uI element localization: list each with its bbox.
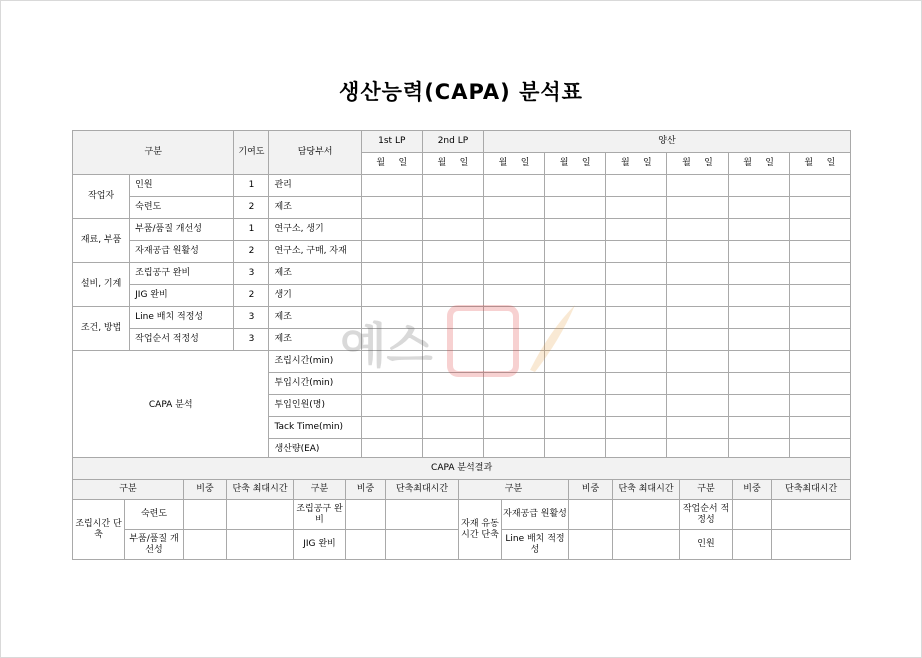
day-label: 일: [581, 158, 591, 168]
date-header-cell: [789, 153, 850, 175]
data-cell[interactable]: [606, 351, 667, 373]
result-flow-label: 자재 유동시간 단축: [459, 500, 502, 560]
data-cell[interactable]: [606, 241, 667, 263]
data-cell[interactable]: [545, 285, 606, 307]
data-cell[interactable]: [667, 307, 728, 329]
item-contribution: 2: [234, 285, 269, 307]
data-cell[interactable]: [789, 285, 850, 307]
data-cell[interactable]: [728, 197, 789, 219]
data-cell[interactable]: [422, 285, 483, 307]
data-cell[interactable]: [483, 197, 544, 219]
data-cell[interactable]: [483, 175, 544, 197]
item-dept: 제조: [269, 307, 361, 329]
result-value-cell[interactable]: [386, 530, 459, 560]
data-cell[interactable]: [483, 373, 544, 395]
data-cell[interactable]: [361, 241, 422, 263]
day-label: 일: [704, 158, 713, 168]
item-name: Line 배치 적정성: [130, 307, 234, 329]
data-cell[interactable]: [361, 395, 422, 417]
document-title: 생산능력(CAPA) 분석표: [339, 80, 583, 104]
group-label: 재료, 부품: [73, 219, 130, 263]
day-label: 일: [398, 158, 408, 168]
capa-row-label: 투입인원(명): [269, 395, 361, 417]
data-cell[interactable]: [606, 395, 667, 417]
row-equipment-2: [73, 285, 851, 307]
data-cell[interactable]: [483, 351, 544, 373]
data-cell[interactable]: [483, 263, 544, 285]
result-header-ratio: 비중: [346, 480, 386, 500]
data-cell[interactable]: [728, 373, 789, 395]
data-cell[interactable]: [545, 241, 606, 263]
group-label: 작업자: [73, 175, 130, 219]
data-cell[interactable]: [728, 417, 789, 439]
data-cell[interactable]: [606, 263, 667, 285]
result-value-cell[interactable]: [613, 500, 680, 530]
month-label: 월: [743, 158, 752, 168]
data-cell[interactable]: [728, 307, 789, 329]
result-header-gubun: 구분: [294, 480, 346, 500]
capa-table: [72, 130, 851, 461]
item-contribution: 2: [234, 241, 269, 263]
day-label: 일: [643, 158, 652, 168]
date-header-cell: [667, 153, 728, 175]
result-header-gubun: 구분: [73, 480, 184, 500]
header-dept: 담당부서: [269, 131, 361, 175]
data-cell[interactable]: [361, 373, 422, 395]
date-header-cell: [483, 153, 544, 175]
result-header-gubun: 구분: [680, 480, 733, 500]
row-workers-2: [73, 197, 851, 219]
result-value-cell[interactable]: [733, 530, 772, 560]
row-materials-2: [73, 241, 851, 263]
capa-result-table: [72, 457, 851, 560]
data-cell[interactable]: [422, 307, 483, 329]
data-cell[interactable]: [728, 175, 789, 197]
month-label: 월: [682, 158, 691, 168]
item-dept: 생기: [269, 285, 361, 307]
data-cell[interactable]: [667, 395, 728, 417]
data-cell[interactable]: [667, 197, 728, 219]
data-cell[interactable]: [606, 175, 667, 197]
month-label: 월: [376, 158, 386, 168]
result-item: 숙련도: [125, 500, 184, 530]
data-cell[interactable]: [483, 307, 544, 329]
day-label: 일: [765, 158, 774, 168]
header-mass-production: 양산: [483, 131, 850, 153]
result-row-1: [73, 500, 851, 530]
result-assembly-label: 조립시간 단축: [73, 500, 125, 560]
day-label: 일: [826, 158, 836, 168]
row-workers-1: [73, 175, 851, 197]
item-name: 부품/품질 개선성: [130, 219, 234, 241]
result-item: 자재공급 원활성: [502, 500, 569, 530]
data-cell[interactable]: [422, 329, 483, 351]
data-cell[interactable]: [728, 351, 789, 373]
result-item: 부품/품질 개선성: [125, 530, 184, 560]
result-header-gubun: 구분: [459, 480, 569, 500]
result-header-max-time: 단축 최대시간: [613, 480, 680, 500]
data-cell[interactable]: [667, 175, 728, 197]
row-conditions-1: [73, 307, 851, 329]
item-name: 작업순서 적정성: [130, 329, 234, 351]
data-cell[interactable]: [667, 241, 728, 263]
capa-row-label: 투입시간(min): [269, 373, 361, 395]
data-cell[interactable]: [422, 263, 483, 285]
data-cell[interactable]: [667, 329, 728, 351]
item-dept: 제조: [269, 197, 361, 219]
item-contribution: 1: [234, 175, 269, 197]
data-cell[interactable]: [606, 285, 667, 307]
item-contribution: 3: [234, 329, 269, 351]
data-cell[interactable]: [483, 395, 544, 417]
result-value-cell[interactable]: [613, 530, 680, 560]
data-cell[interactable]: [483, 329, 544, 351]
month-label: 월: [559, 158, 569, 168]
result-value-cell[interactable]: [184, 530, 227, 560]
data-cell[interactable]: [606, 417, 667, 439]
data-cell[interactable]: [606, 329, 667, 351]
row-conditions-2: [73, 329, 851, 351]
data-cell[interactable]: [361, 285, 422, 307]
result-value-cell[interactable]: [569, 500, 613, 530]
row-capa-1: [73, 351, 851, 373]
result-item: 작업순서 적정성: [680, 500, 733, 530]
date-header-cell: [422, 153, 483, 175]
result-value-cell[interactable]: [227, 500, 294, 530]
data-cell[interactable]: [422, 373, 483, 395]
date-header-cell: [606, 153, 667, 175]
data-cell[interactable]: [789, 373, 850, 395]
item-name: 숙련도: [130, 197, 234, 219]
result-value-cell[interactable]: [386, 500, 459, 530]
result-item: 인원: [680, 530, 733, 560]
month-label: 월: [620, 158, 630, 168]
data-cell[interactable]: [361, 263, 422, 285]
data-cell[interactable]: [422, 395, 483, 417]
item-dept: 제조: [269, 329, 361, 351]
data-cell[interactable]: [483, 285, 544, 307]
data-cell[interactable]: [422, 241, 483, 263]
result-value-cell[interactable]: [772, 530, 851, 560]
svg-text:예스: 예스: [340, 318, 433, 374]
data-cell[interactable]: [728, 263, 789, 285]
data-cell[interactable]: [728, 241, 789, 263]
data-cell[interactable]: [545, 329, 606, 351]
header-1st-lp: 1st LP: [361, 131, 422, 153]
data-cell[interactable]: [361, 417, 422, 439]
data-cell[interactable]: [545, 307, 606, 329]
month-label: 월: [437, 158, 447, 168]
item-contribution: 3: [234, 263, 269, 285]
data-cell[interactable]: [789, 417, 850, 439]
data-cell[interactable]: [483, 219, 544, 241]
group-label: 설비, 기계: [73, 263, 130, 307]
data-cell[interactable]: [667, 219, 728, 241]
data-cell[interactable]: [728, 219, 789, 241]
capa-row-label: Tack Time(min): [269, 417, 361, 439]
group-label: 조건, 방법: [73, 307, 130, 351]
capa-analysis-label: CAPA 분석: [73, 351, 269, 461]
data-cell[interactable]: [789, 197, 850, 219]
result-header-max-time: 단축 최대시간: [227, 480, 294, 500]
data-cell[interactable]: [789, 241, 850, 263]
data-cell[interactable]: [789, 307, 850, 329]
data-cell[interactable]: [483, 417, 544, 439]
result-title: CAPA 분석결과: [73, 458, 851, 480]
data-cell[interactable]: [728, 285, 789, 307]
data-cell[interactable]: [789, 329, 850, 351]
data-cell[interactable]: [667, 285, 728, 307]
data-cell[interactable]: [606, 307, 667, 329]
result-item: Line 배치 적정성: [502, 530, 569, 560]
item-dept: 제조: [269, 263, 361, 285]
item-dept: 연구소, 생기: [269, 219, 361, 241]
date-header-cell: [545, 153, 606, 175]
item-name: 인원: [130, 175, 234, 197]
data-cell[interactable]: [606, 373, 667, 395]
data-cell[interactable]: [545, 351, 606, 373]
data-cell[interactable]: [789, 175, 850, 197]
data-cell[interactable]: [545, 263, 606, 285]
data-cell[interactable]: [667, 417, 728, 439]
header-row-1: [73, 131, 851, 153]
data-cell[interactable]: [361, 219, 422, 241]
row-equipment-1: [73, 263, 851, 285]
result-header-ratio: 비중: [184, 480, 227, 500]
day-label: 일: [459, 158, 469, 168]
data-cell[interactable]: [545, 395, 606, 417]
result-value-cell[interactable]: [227, 530, 294, 560]
data-cell[interactable]: [361, 329, 422, 351]
data-cell[interactable]: [728, 329, 789, 351]
data-cell[interactable]: [789, 395, 850, 417]
data-cell[interactable]: [422, 197, 483, 219]
item-dept: 관리: [269, 175, 361, 197]
data-cell[interactable]: [422, 351, 483, 373]
data-cell[interactable]: [422, 175, 483, 197]
date-header-cell: [361, 153, 422, 175]
result-value-cell[interactable]: [772, 500, 851, 530]
header-contribution: 기여도: [234, 131, 269, 175]
data-cell[interactable]: [606, 219, 667, 241]
result-value-cell[interactable]: [346, 530, 386, 560]
data-cell[interactable]: [789, 351, 850, 373]
date-header-cell: [728, 153, 789, 175]
item-contribution: 2: [234, 197, 269, 219]
result-header-max-time: 단축최대시간: [386, 480, 459, 500]
result-header-max-time: 단축최대시간: [772, 480, 851, 500]
data-cell[interactable]: [545, 417, 606, 439]
data-cell[interactable]: [789, 263, 850, 285]
day-label: 일: [520, 158, 530, 168]
result-value-cell[interactable]: [733, 500, 772, 530]
data-cell[interactable]: [545, 373, 606, 395]
data-cell[interactable]: [606, 197, 667, 219]
month-label: 월: [498, 158, 508, 168]
capa-row-label: 생산량(EA): [269, 439, 361, 461]
item-name: 자재공급 원활성: [130, 241, 234, 263]
data-cell[interactable]: [789, 219, 850, 241]
data-cell[interactable]: [545, 175, 606, 197]
result-header-ratio: 비중: [733, 480, 772, 500]
result-header-row: [73, 480, 851, 500]
item-contribution: 3: [234, 307, 269, 329]
header-gubun: 구분: [73, 131, 234, 175]
data-cell[interactable]: [667, 263, 728, 285]
capa-row-label: 조립시간(min): [269, 351, 361, 373]
item-dept: 연구소, 구매, 자재: [269, 241, 361, 263]
result-title-row: [73, 458, 851, 480]
result-item: JIG 완비: [294, 530, 346, 560]
data-cell[interactable]: [361, 197, 422, 219]
data-cell[interactable]: [422, 417, 483, 439]
item-name: 조립공구 완비: [130, 263, 234, 285]
result-header-ratio: 비중: [569, 480, 613, 500]
data-cell[interactable]: [361, 351, 422, 373]
data-cell[interactable]: [545, 197, 606, 219]
data-cell[interactable]: [361, 175, 422, 197]
data-cell[interactable]: [422, 219, 483, 241]
data-cell[interactable]: [545, 219, 606, 241]
data-cell[interactable]: [728, 395, 789, 417]
row-materials-1: [73, 219, 851, 241]
result-value-cell[interactable]: [569, 530, 613, 560]
data-cell[interactable]: [361, 307, 422, 329]
result-value-cell[interactable]: [346, 500, 386, 530]
header-2nd-lp: 2nd LP: [422, 131, 483, 153]
result-item: 조립공구 완비: [294, 500, 346, 530]
result-value-cell[interactable]: [184, 500, 227, 530]
data-cell[interactable]: [667, 351, 728, 373]
month-label: 월: [804, 158, 814, 168]
data-cell[interactable]: [483, 241, 544, 263]
item-name: JIG 완비: [130, 285, 234, 307]
item-contribution: 1: [234, 219, 269, 241]
data-cell[interactable]: [667, 373, 728, 395]
